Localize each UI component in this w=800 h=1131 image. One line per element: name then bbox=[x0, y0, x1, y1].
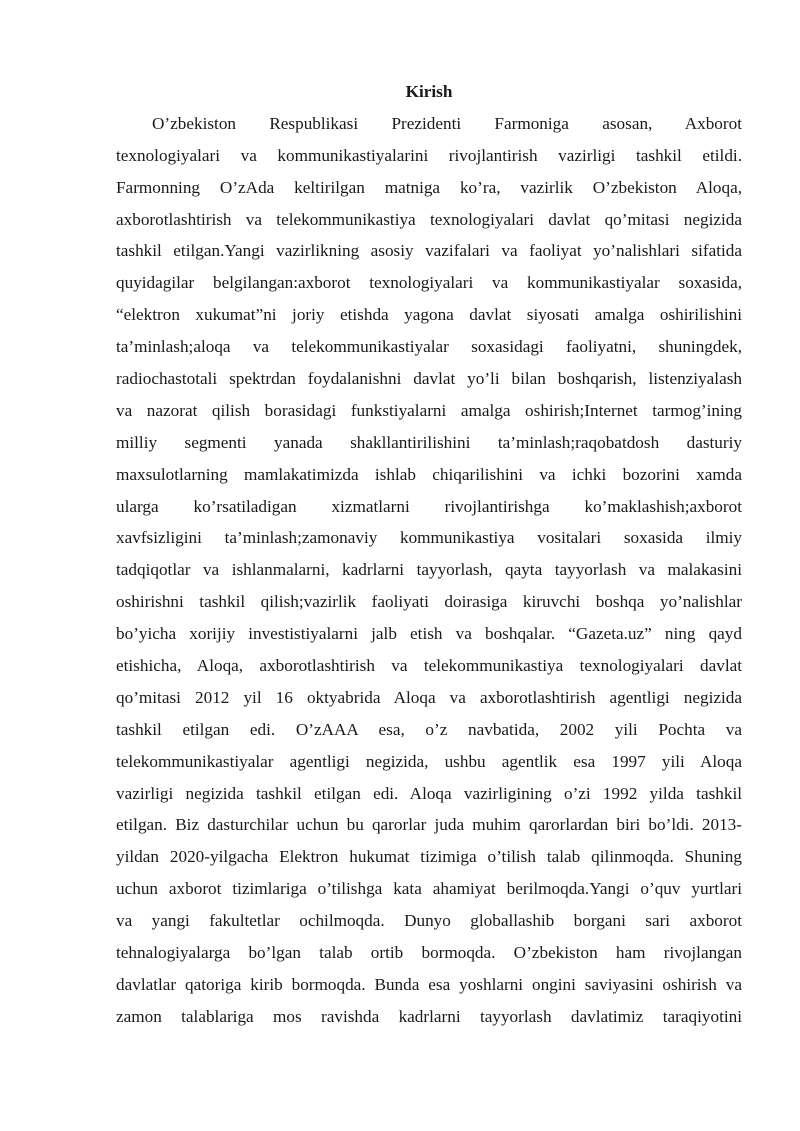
text-line: vazirligi negizida tashkil etilgan edi. Aloqa vazirligining o’zi 1992 yilda tashkil bbox=[116, 783, 742, 803]
text-line: “elektron xukumat”ni joriy etishda yagona davlat siyosati amalga oshirilishini bbox=[116, 305, 742, 325]
text-line: va nazorat qilish borasidagi funkstiyalarni amalga oshirish;Internet tarmog’ining bbox=[116, 400, 742, 420]
text-line: tadqiqotlar va ishlanmalarni, kadrlarni tayyorlash, qayta tayyorlash va malakasini bbox=[116, 560, 742, 580]
text-line: axborotlashtirish va telekommunikastiya texnologiyalari davlat qo’mitasi negizida bbox=[116, 209, 742, 229]
text-line: texnologiyalari va kommunikastiyalarini rivojlantirish vazirligi tashkil etildi. bbox=[116, 145, 742, 165]
text-line: tashkil etilgan.Yangi vazirlikning asosiy vazifalari va faoliyat yo’nalishlari sifatida bbox=[116, 241, 742, 261]
text-line: milliy segmenti yanada shakllantirilishini ta’minlash;raqobatdosh dasturiy bbox=[116, 432, 742, 452]
text-line: uchun axborot tizimlariga o’tilishga kata ahamiyat berilmoqda.Yangi o’quv yurtlari bbox=[116, 879, 742, 899]
text-line: davlatlar qatoriga kirib bormoqda. Bunda esa yoshlarni ongini saviyasini oshirish va bbox=[116, 974, 742, 994]
document-page bbox=[116, 76, 742, 1033]
text-line: maxsulotlarning mamlakatimizda ishlab chiqarilishini va ichki bozorini xamda bbox=[116, 464, 742, 484]
text-line: zamon talablariga mos ravishda kadrlarni tayyorlash davlatimiz taraqiyotini bbox=[116, 1006, 742, 1026]
text-line: qo’mitasi 2012 yil 16 oktyabrida Aloqa va axborotlashtirish agentligi negizida bbox=[116, 687, 742, 707]
text-line: oshirishni tashkil qilish;vazirlik faoliyati doirasiga kiruvchi boshqa yo’nalishlar bbox=[116, 592, 742, 612]
text-line: tashkil etilgan edi. O’zAAA esa, o’z navbatida, 2002 yili Pochta va bbox=[116, 719, 742, 739]
text-line: etishicha, Aloqa, axborotlashtirish va telekommunikastiya texnologiyalari davlat bbox=[116, 656, 742, 676]
text-line: yildan 2020-yilgacha Elektron hukumat tizimiga o’tilish talab qilinmoqda. Shuning bbox=[116, 847, 742, 867]
text-line: etilgan. Biz dasturchilar uchun bu qarorlar juda muhim qarorlardan biri bo’ldi. 2013- bbox=[116, 815, 742, 835]
text-line: tehnalogiyalarga bo’lgan talab ortib bormoqda. O’zbekiston ham rivojlangan bbox=[116, 943, 742, 963]
text-line: Farmonning O’zAda keltirilgan matniga ko’ra, vazirlik O’zbekiston Aloqa, bbox=[116, 177, 742, 197]
text-line: ta’minlash;aloqa va telekommunikastiyalar soxasidagi faoliyatni, shuningdek, bbox=[116, 337, 742, 357]
body-paragraph bbox=[116, 108, 742, 1033]
text-line: xavfsizligini ta’minlash;zamonaviy kommunikastiya vositalari soxasida ilmiy bbox=[116, 528, 742, 548]
document-title: Kirish bbox=[405, 82, 453, 101]
text-line: ularga ko’rsatiladigan xizmatlarni rivojlantirishga ko’maklashish;axborot bbox=[116, 496, 742, 516]
text-line: bo’yicha xorijiy investistiyalarni jalb etish va boshqalar. “Gazeta.uz” ning qayd bbox=[116, 624, 742, 644]
text-line: va yangi fakultetlar ochilmoqda. Dunyo globallashib borgani sari axborot bbox=[116, 911, 742, 931]
text-line: telekommunikastiyalar agentligi negizida, ushbu agentlik esa 1997 yili Aloqa bbox=[116, 751, 742, 771]
text-line: radiochastotali spektrdan foydalanishni davlat yo’li bilan boshqarish, listenziyalash bbox=[116, 369, 742, 389]
text-line: O’zbekiston Respublikasi Prezidenti Farmoniga asosan, Axborot bbox=[152, 113, 742, 133]
text-line: quyidagilar belgilangan:axborot texnologiyalari va kommunikastiyalar soxasida, bbox=[116, 273, 742, 293]
